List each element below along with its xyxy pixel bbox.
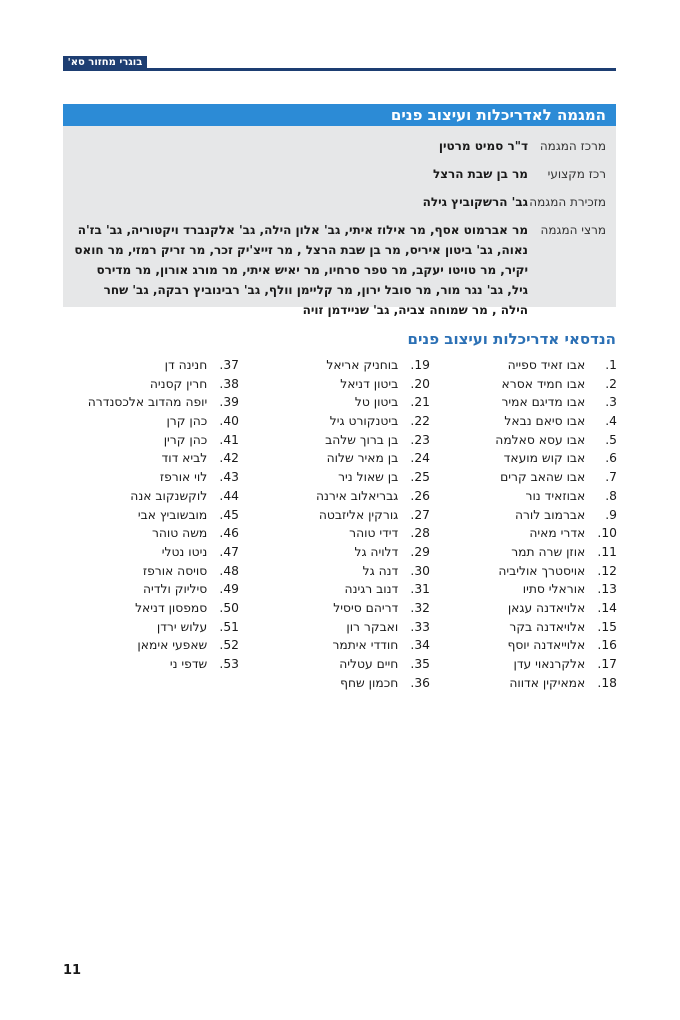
graduate-number: 43. [219,470,239,485]
graduate-item [245,543,430,562]
graduate-number: 1. [605,358,617,372]
graduate-number: 23. [410,432,430,447]
graduate-name: סמפסון דניאל [135,600,208,615]
graduate-item [245,412,430,431]
graduate-name: סויסה אורפז [142,563,208,578]
graduate-item [437,375,617,394]
graduate-number: 31. [410,582,430,597]
graduate-name: אוראלי סתיו [522,582,586,597]
graduate-name: אבו חמיד אסרא [501,376,586,391]
section-tab: בוגרי מחזור סא' [63,56,147,70]
graduate-number: 40. [219,414,239,429]
graduate-name: ניטו נטלי [161,544,208,559]
row-value: מר אברמוט אסף, מר אילוז איתי, גב' אלון הילה, גב' אלקנברד ויקטוריה, גב' בז'ה נאוה, גב' ביטון איריס, מר בן שבת הרצל , מר זייצ'יק זכר, מר זריק רמזי, מר חואס יקיר, מר טויטו יעקב, מר טפר סרחיו, מר יאיש איתי, מר מורג אורון, מר מדירס גיל, גב' נגר מור, מר סובל ירון, מר קליימן וולף, גב' רבינוביץ רבקה, גב' שחר הילה , מר שמוחה צביה, גב' שניידמן זויה [74,223,528,317]
graduates-column-2 [245,356,430,692]
graduate-name: אבוזאיד נור [525,488,586,503]
graduate-item [245,655,430,674]
row-label: מרכז המגמה [539,139,606,153]
graduate-item [245,618,430,637]
graduate-item [245,431,430,450]
graduate-name: אבו עסא סאלמה [495,432,586,447]
graduate-name: חרין קסניה [149,376,208,391]
row-label: מזכירת המגמה [529,195,606,209]
section-title: הנדסאי אדריכלות ועיצוב פנים [407,330,616,348]
graduate-number: 41. [219,432,239,447]
graduate-item [437,618,617,637]
graduate-item [245,580,430,599]
graduate-name: בוחניק אריאל [326,358,399,372]
graduate-item [437,562,617,581]
row-value: מר בן שבת הרצל [432,167,528,181]
graduate-item [59,431,239,450]
graduate-item [437,524,617,543]
graduate-name: דנוב רגינה [344,582,399,597]
info-row [63,192,616,212]
graduate-number: 18. [597,675,617,690]
graduate-item [437,599,617,618]
graduate-name: דלויה גל [354,544,399,559]
graduate-name: אלקרנאוי עדן [513,657,586,671]
graduate-name: אלוייאדנה יוסף [507,638,586,653]
header-rule [63,68,616,71]
graduate-name: ביטנקורט גיל [329,414,399,429]
graduate-name: שאפעי אימאן [137,638,208,653]
graduate-number: 29. [410,544,430,559]
graduate-name: אויסטרך אוליביה [498,563,586,578]
graduate-name: אבו מדיגם אמיר [501,395,586,410]
panel-title: המגמה לאדריכלות ועיצוב פנים [63,104,616,126]
graduate-number: 34. [410,638,430,653]
graduate-number: 21. [410,395,430,410]
graduate-number: 13. [597,582,617,597]
graduate-item [245,636,430,655]
graduates-column-3 [59,356,239,674]
graduate-name: מובשוביץ אבי [137,507,208,522]
graduate-number: 19. [410,358,430,372]
graduate-number: 52. [219,638,239,653]
graduate-item [437,655,617,674]
faculty-panel [63,104,616,317]
graduate-number: 9. [605,507,617,522]
graduate-name: אבו שהאב קרים [500,470,586,485]
graduate-name: סיליוק ולדיה [142,582,208,597]
graduate-name: אבו זאיד ספייה [507,358,586,372]
graduate-name: יופה מהדוב אלכסנדרה [87,395,208,410]
graduate-number: 24. [410,451,430,466]
info-row [63,164,616,184]
graduate-name: גורקין אליזבטה [318,507,399,522]
graduate-name: אלויאדנה בקר [509,619,586,634]
graduate-item [59,449,239,468]
graduate-item [245,393,430,412]
graduate-item [437,506,617,525]
graduate-number: 8. [605,488,617,503]
graduate-item [437,543,617,562]
row-value: גב' הרשקוביץ גילה [422,195,528,209]
graduate-name: לוקשנקוב אנה [130,488,208,503]
graduate-number: 22. [410,414,430,429]
graduate-number: 42. [219,451,239,466]
graduate-number: 6. [605,451,617,466]
graduate-name: חיים עטליה [339,657,399,671]
graduate-number: 14. [597,600,617,615]
graduate-name: ביטון דניאל [340,376,399,391]
graduate-name: שדפי ני [169,657,208,671]
graduate-item [437,356,617,375]
graduate-item [437,412,617,431]
graduate-item [59,506,239,525]
graduate-name: ביטון טל [354,395,399,410]
info-row [63,136,616,156]
graduate-item [59,393,239,412]
graduate-item [59,543,239,562]
graduate-name: עלוש ירדן [156,619,208,634]
graduate-name: אברמוב לורה [514,507,586,522]
graduate-number: 25. [410,470,430,485]
graduate-number: 36. [410,675,430,690]
graduate-number: 17. [597,657,617,671]
graduate-item [59,468,239,487]
graduate-item [245,468,430,487]
graduate-number: 20. [410,376,430,391]
graduate-name: כהן קרן [166,414,208,429]
graduate-number: 5. [605,432,617,447]
graduate-number: 53. [219,657,239,671]
graduate-item [245,375,430,394]
graduate-number: 28. [410,526,430,541]
graduate-number: 46. [219,526,239,541]
graduate-item [245,356,430,375]
graduate-item [59,636,239,655]
graduate-name: אדרי מאיה [529,526,586,541]
graduate-number: 2. [605,376,617,391]
graduate-name: בן שאול ניר [338,470,399,485]
graduate-number: 45. [219,507,239,522]
graduate-name: דריהם סיסיל [333,600,399,615]
graduate-item [245,599,430,618]
graduate-name: כהן קרין [163,432,208,447]
graduate-name: לוי אורפז [159,470,208,485]
graduate-item [437,674,617,693]
graduate-item [437,636,617,655]
graduate-name: דידי טוהר [349,526,399,541]
graduate-number: 3. [605,395,617,410]
info-row [63,220,616,320]
graduate-item [245,449,430,468]
graduate-item [59,599,239,618]
graduate-item [245,562,430,581]
graduate-number: 30. [410,563,430,578]
graduate-number: 35. [410,657,430,671]
graduate-item [437,468,617,487]
graduate-number: 37. [219,358,239,372]
row-value: ד"ר סמיט מרטין [438,139,528,153]
graduate-name: ואבקר רון [346,619,399,634]
row-label: מרצי המגמה [540,223,606,237]
graduate-item [59,655,239,674]
graduate-item [59,487,239,506]
graduate-item [437,431,617,450]
graduate-name: לביא דוד [161,451,208,466]
graduate-name: אלויאדנה עגאן [507,600,586,615]
graduate-number: 12. [597,563,617,578]
graduate-item [59,356,239,375]
graduate-item [59,412,239,431]
graduate-name: גבריאלוב אירנה [315,488,399,503]
graduate-item [59,618,239,637]
graduate-name: בן מאיר שלוה [326,451,399,466]
graduate-item [437,449,617,468]
graduate-number: 32. [410,600,430,615]
graduate-number: 39. [219,395,239,410]
graduate-number: 47. [219,544,239,559]
graduate-name: חנינה דן [164,358,208,372]
graduate-name: אוזן שרה תמר [511,544,586,559]
graduate-item [437,487,617,506]
graduate-name: אמאיקין אדווה [509,675,586,690]
graduate-number: 33. [410,619,430,634]
graduate-number: 10. [597,526,617,541]
graduate-number: 26. [410,488,430,503]
graduate-item [245,506,430,525]
graduate-item [245,674,430,693]
graduates-column-1 [437,356,617,692]
row-label: רכז מקצועי [547,167,606,181]
graduate-item [59,580,239,599]
graduate-number: 15. [597,619,617,634]
graduate-name: חודדי איתמר [332,638,399,653]
graduate-number: 7. [605,470,617,485]
graduate-number: 49. [219,582,239,597]
graduate-item [59,562,239,581]
graduate-number: 16. [597,638,617,653]
graduate-number: 27. [410,507,430,522]
graduate-item [245,487,430,506]
graduate-item [245,524,430,543]
graduate-item [59,375,239,394]
graduate-number: 11. [597,544,617,559]
graduate-number: 4. [605,414,617,429]
graduate-name: אבו קוש מועאד [503,451,586,466]
graduate-name: משה טוהר [151,526,208,541]
graduate-item [437,580,617,599]
graduate-number: 51. [219,619,239,634]
graduate-item [59,524,239,543]
page-number: 11 [63,963,82,978]
graduate-name: בן ברוך שלהב [325,432,399,447]
graduate-item [437,393,617,412]
graduate-number: 44. [219,488,239,503]
graduate-number: 38. [219,376,239,391]
graduate-name: חכמון שחף [340,675,399,690]
graduate-name: אבו סיאם נבאל [504,414,586,429]
graduate-name: דנה גל [362,563,399,578]
graduate-number: 48. [219,563,239,578]
graduate-number: 50. [219,600,239,615]
